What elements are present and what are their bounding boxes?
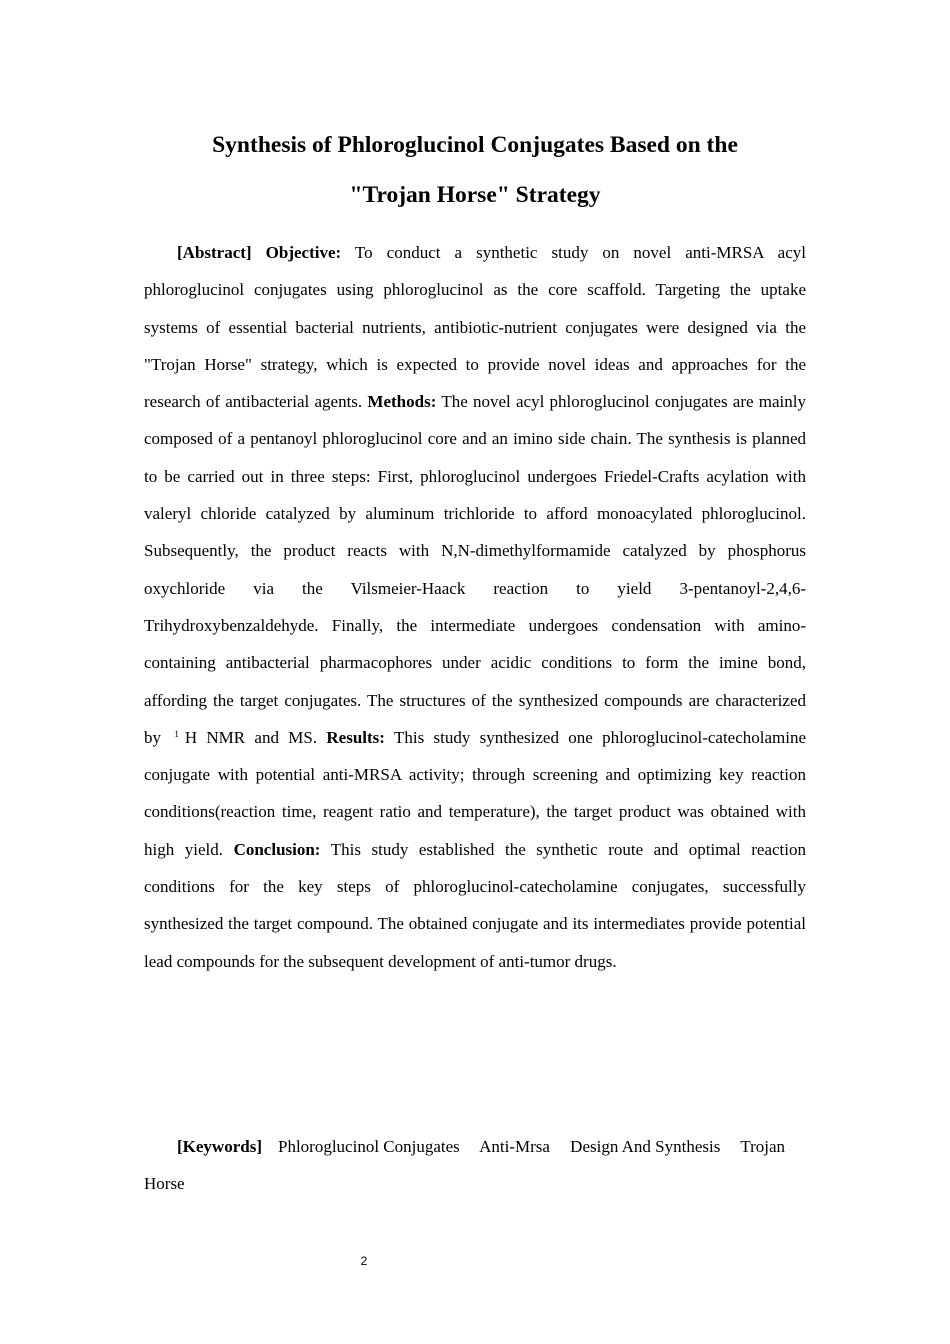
- keyword-item: Phloroglucinol Conjugates: [277, 1137, 460, 1156]
- objective-label: Objective:: [265, 243, 342, 262]
- keywords-label: [Keywords]: [177, 1137, 262, 1156]
- abstract-paragraph: [144, 234, 806, 980]
- keyword-item: Trojan Horse: [144, 1137, 786, 1194]
- methods-text-end: H NMR and MS.: [184, 727, 318, 747]
- title-line-1: Synthesis of Phloroglucinol Conjugates Based on the: [212, 132, 738, 158]
- methods-text: The novel acyl phloroglucinol conjugates are mainly composed of a pentanoyl phloroglucinol core and an imino side chain. The synthesis is planned to be carried out in three steps: First, phloroglucinol undergoes Friedel-Crafts acylation with valeryl chloride catalyzed by aluminum trichloride to afford monoacylated phloroglucinol. Subsequently, the product reacts with N,N-dimethylformamide catalyzed by phosphorus oxychloride via the Vilsmeier-Haack reaction to yield 3-pentanoyl-2,4,6-Trihydroxybenzaldehyde. Finally, the intermediate undergoes condensation with amino-containing antibacterial pharmacophores under acidic conditions to form the imine bond, affording the target conjugates. The structures of the synthesized compounds are characterized by: [144, 392, 807, 747]
- conclusion-text: This study established the synthetic route and optimal reaction conditions for the key steps of phloroglucinol-catecholamine conjugates, successfully synthesized the target compound. The obtained conjugate and its intermediates provide potential lead compounds for the subsequent development of anti-tumor drugs.: [144, 839, 806, 971]
- title-line-2: "Trojan Horse" Strategy: [349, 182, 601, 208]
- keywords-paragraph: [144, 1128, 806, 1203]
- methods-label: Methods:: [367, 392, 437, 412]
- conclusion-label: Conclusion:: [233, 839, 321, 859]
- objective-text: To conduct a synthetic study on novel anti-MRSA acyl phloroglucinol conjugates using phloroglucinol as the core scaffold. Targeting the uptake systems of essential bacterial nutrients, antibiotic-nutrient conjugates were designed via the "Trojan Horse" strategy, which is expected to provide novel ideas and approaches for the research of antibacterial agents.: [144, 243, 806, 412]
- results-text: This study synthesized one phloroglucinol-catecholamine conjugate with potential anti-MRSA activity; through screening and optimizing key reaction conditions(reaction time, reagent ratio and temperature), the target product was obtained with high yield.: [144, 727, 807, 859]
- abstract-label: [Abstract]: [177, 243, 252, 262]
- paper-title: [100, 120, 850, 220]
- nmr-superscript: 1: [174, 728, 179, 739]
- keyword-item: Anti-Mrsa: [479, 1137, 550, 1156]
- keyword-item: Design And Synthesis: [570, 1137, 721, 1156]
- results-label: Results:: [326, 727, 385, 747]
- page-number: 2: [360, 1254, 368, 1268]
